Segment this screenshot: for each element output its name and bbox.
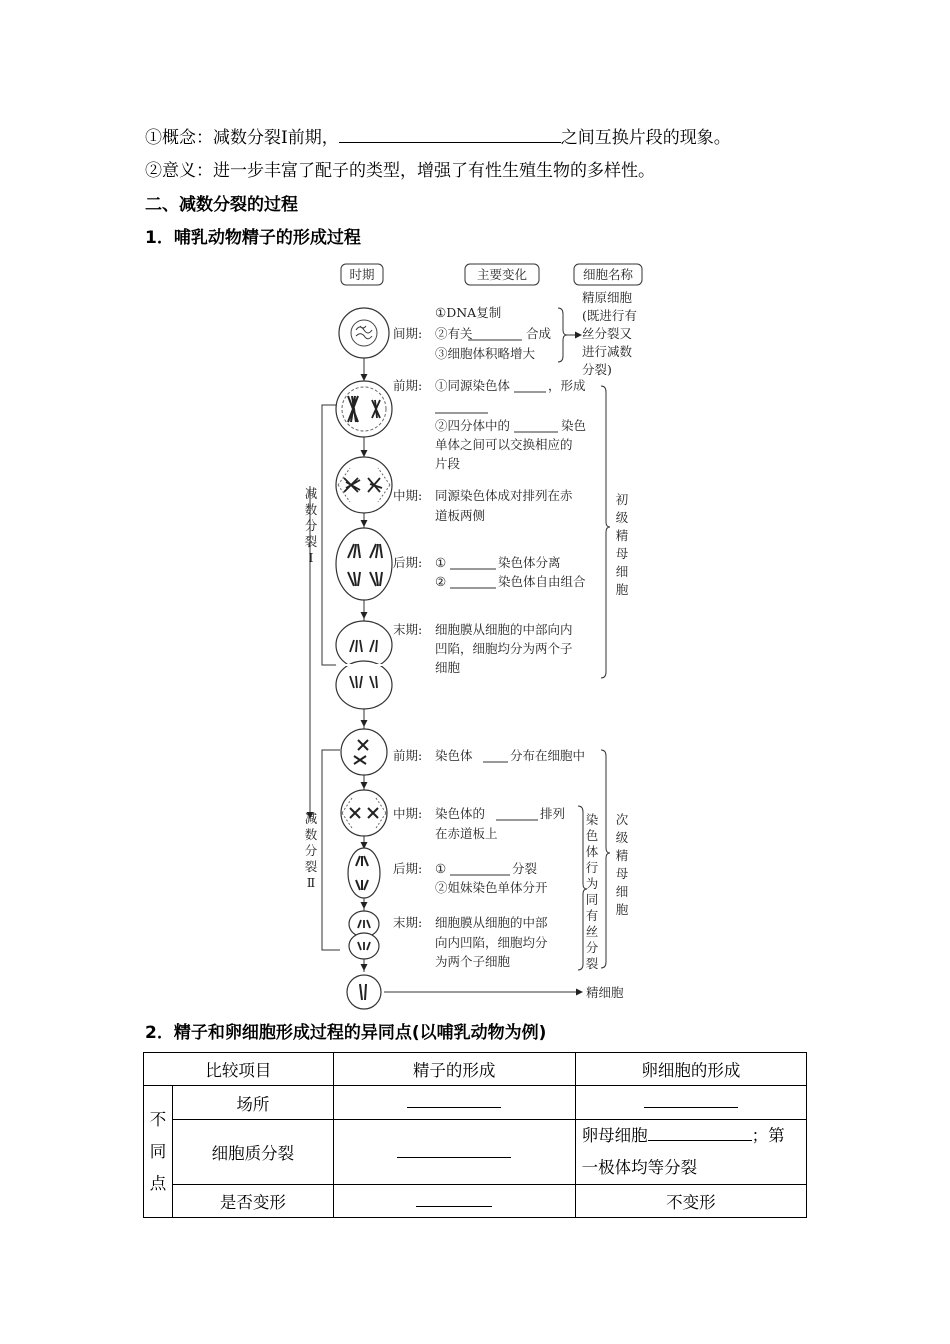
table-row bbox=[144, 1120, 807, 1185]
group-label-cell bbox=[144, 1086, 173, 1218]
m1-telophase-l2: 凹陷，细胞均分为两个子 bbox=[435, 641, 573, 656]
egg-location-cell[interactable] bbox=[575, 1086, 806, 1120]
meiosis1-char-3: 分 bbox=[304, 518, 318, 533]
secondary-char-1: 次 bbox=[615, 812, 629, 827]
m1-prophase-l3: 单体之间可以交换相应的 bbox=[435, 437, 573, 452]
m2-note-char-3: 体 bbox=[585, 844, 599, 859]
egg-cytokinesis-cell bbox=[575, 1120, 806, 1185]
sperm-cytokinesis-blank[interactable] bbox=[397, 1143, 511, 1158]
m2-telophase-cell bbox=[349, 911, 379, 959]
m2-metaphase-l1a: 染色体的 bbox=[435, 806, 486, 821]
sperm-location-cell[interactable] bbox=[333, 1086, 575, 1120]
m1-prophase-label: 前期: bbox=[393, 378, 423, 393]
primary-char-3: 精 bbox=[615, 528, 629, 543]
meiosis1-char-4: 裂 bbox=[304, 534, 318, 549]
m2-telophase-label: 末期: bbox=[393, 915, 423, 930]
m2-note-char-7: 有 bbox=[585, 908, 599, 923]
interphase-item-2b: 合成 bbox=[526, 326, 552, 341]
m2-anaphase-cell bbox=[348, 848, 380, 898]
m2-note-char-5: 为 bbox=[585, 876, 599, 891]
meiosis2-char-1: 减 bbox=[304, 811, 318, 826]
m2-note-char-9: 分 bbox=[585, 940, 599, 955]
primary-char-6: 胞 bbox=[615, 582, 629, 597]
sperm-deformation-blank[interactable] bbox=[416, 1192, 492, 1207]
header-period: 时期 bbox=[349, 267, 375, 282]
primary-char-2: 级 bbox=[615, 510, 629, 525]
m2-note-char-8: 丝 bbox=[585, 924, 599, 939]
egg-location-blank[interactable] bbox=[644, 1093, 738, 1108]
meaning-line: ②意义：进一步丰富了配子的类型，增强了有性生殖生物的多样性。 bbox=[145, 161, 655, 181]
m1-anaphase-l1b: 染色体分离 bbox=[498, 555, 561, 570]
m1-telophase-label: 末期: bbox=[393, 622, 423, 637]
table-row bbox=[144, 1086, 807, 1120]
m2-prophase-label: 前期: bbox=[393, 748, 423, 763]
concept-suffix: 之间互换片段的现象。 bbox=[560, 128, 731, 148]
egg-cytokinesis-part2: ；第 bbox=[751, 1126, 785, 1145]
concept-blank[interactable] bbox=[339, 124, 561, 143]
primary-brace bbox=[601, 386, 610, 678]
m1-telophase-l3: 细胞 bbox=[435, 660, 461, 675]
m1-prophase-l1a: ①同源染色体 bbox=[435, 378, 511, 393]
m2-note-char-1: 染 bbox=[585, 812, 599, 827]
concept-line bbox=[145, 124, 731, 150]
egg-cytokinesis-blank[interactable] bbox=[648, 1126, 752, 1141]
meiosis1-bracket bbox=[322, 405, 336, 665]
m2-note-char-2: 色 bbox=[585, 828, 599, 843]
m2-prophase-cell bbox=[341, 729, 387, 775]
m1-metaphase-label: 中期: bbox=[393, 488, 423, 503]
header-changes: 主要变化 bbox=[476, 267, 528, 282]
meiosis2-char-2: 数 bbox=[304, 827, 318, 842]
m2-prophase-l1a: 染色体 bbox=[435, 748, 473, 763]
header-sperm: 精子的形成 bbox=[333, 1053, 575, 1086]
m2-anaphase-l1b: 分裂 bbox=[512, 861, 538, 876]
m2-metaphase-cell bbox=[341, 790, 387, 836]
sperm-location-blank[interactable] bbox=[407, 1093, 501, 1108]
m2-telophase-l1: 细胞膜从细胞的中部 bbox=[435, 915, 548, 930]
meiosis2-char-5: Ⅱ bbox=[306, 875, 316, 890]
m1-anaphase-l2b: 染色体自由组合 bbox=[498, 574, 586, 589]
cellname-line-3: 丝分裂又 bbox=[582, 326, 633, 341]
m2-metaphase-l1b: 排列 bbox=[540, 806, 566, 821]
sperm-deformation-cell[interactable] bbox=[333, 1185, 575, 1218]
section-two-heading: 二、减数分裂的过程 bbox=[145, 195, 298, 215]
m2-prophase-l1b: 分布在细胞中 bbox=[510, 748, 586, 763]
m1-metaphase-l1: 同源染色体成对排列在赤 bbox=[435, 488, 573, 503]
egg-cytokinesis-line2: 一极体均等分裂 bbox=[581, 1158, 698, 1177]
m1-anaphase-cell bbox=[336, 528, 392, 600]
m1-metaphase-l2: 道板两侧 bbox=[435, 508, 486, 523]
interphase-cell bbox=[339, 308, 389, 358]
meiosis1-char-2: 数 bbox=[304, 502, 318, 517]
spermatogenesis-diagram bbox=[290, 258, 660, 1010]
meiosis1-char-1: 减 bbox=[304, 486, 318, 501]
m2-anaphase-l1a: ① bbox=[435, 861, 447, 876]
spermatid-cell bbox=[347, 975, 381, 1009]
group-char-1: 不 bbox=[149, 1109, 167, 1129]
m2-anaphase-l2: ②姐妹染色单体分开 bbox=[435, 880, 548, 895]
cellname-line-4: 进行减数 bbox=[582, 344, 633, 359]
secondary-char-3: 精 bbox=[615, 848, 629, 863]
m2-note-char-6: 同 bbox=[585, 892, 599, 907]
m1-prophase-l4: 片段 bbox=[435, 456, 461, 471]
interphase-item-2a: ②有关 bbox=[435, 326, 473, 341]
group-char-2: 同 bbox=[149, 1141, 167, 1161]
m1-prophase-l2a: ②四分体中的 bbox=[435, 418, 511, 433]
m2-telophase-l2: 向内凹陷，细胞均分 bbox=[435, 935, 548, 950]
header-cellname: 细胞名称 bbox=[582, 267, 634, 282]
m1-metaphase-cell bbox=[336, 457, 392, 513]
cellname-line-2: (既进行有 bbox=[582, 308, 637, 323]
cellname-line-1: 精原细胞 bbox=[582, 290, 633, 305]
meiosis2-char-3: 分 bbox=[304, 843, 318, 858]
meiosis1-char-5: Ⅰ bbox=[308, 550, 314, 565]
cellname-line-5: 分裂) bbox=[582, 362, 612, 377]
secondary-char-5: 细 bbox=[615, 884, 629, 899]
secondary-char-2: 级 bbox=[615, 830, 629, 845]
concept-prefix: ①概念：减数分裂Ⅰ前期， bbox=[145, 128, 339, 148]
primary-char-5: 细 bbox=[615, 564, 629, 579]
interphase-item-3: ③细胞体积略增大 bbox=[435, 346, 536, 361]
m1-anaphase-l2a: ② bbox=[435, 574, 447, 589]
m2-metaphase-label: 中期: bbox=[393, 806, 423, 821]
m2-note-char-10: 裂 bbox=[585, 956, 599, 971]
row-item-cytokinesis: 细胞质分裂 bbox=[173, 1120, 334, 1185]
egg-deformation: 不变形 bbox=[575, 1185, 806, 1218]
table-row bbox=[144, 1185, 807, 1218]
m1-anaphase-label: 后期: bbox=[393, 555, 423, 570]
meiosis2-bracket bbox=[322, 750, 340, 950]
sperm-cytokinesis-cell[interactable] bbox=[333, 1120, 575, 1185]
m1-telophase-cell bbox=[336, 621, 392, 709]
meiosis2-char-4: 裂 bbox=[304, 859, 318, 874]
header-item: 比较项目 bbox=[144, 1053, 334, 1086]
m2-telophase-l3: 为两个子细胞 bbox=[435, 954, 511, 969]
comparison-table bbox=[143, 1052, 807, 1218]
primary-char-4: 母 bbox=[615, 546, 629, 561]
secondary-char-4: 母 bbox=[615, 866, 629, 881]
m2-metaphase-l2: 在赤道板上 bbox=[435, 826, 498, 841]
m1-prophase-l1b: ，形成 bbox=[548, 378, 586, 393]
row-item-deformation: 是否变形 bbox=[173, 1185, 334, 1218]
header-egg: 卵细胞的形成 bbox=[575, 1053, 806, 1086]
m1-prophase-cell bbox=[336, 381, 392, 437]
egg-cytokinesis-part1: 卵母细胞 bbox=[581, 1126, 648, 1145]
primary-char-1: 初 bbox=[615, 492, 629, 507]
m1-prophase-l2b: 染色 bbox=[561, 418, 587, 433]
interphase-brace bbox=[558, 308, 567, 362]
m2-anaphase-label: 后期: bbox=[393, 861, 423, 876]
row-item-location: 场所 bbox=[173, 1086, 334, 1120]
interphase-item-1: ①DNA复制 bbox=[435, 305, 502, 320]
subsection-two-heading: 2．精子和卵细胞形成过程的异同点(以哺乳动物为例) bbox=[145, 1023, 547, 1043]
interphase-label: 间期: bbox=[393, 326, 423, 341]
m1-telophase-l1: 细胞膜从细胞的中部向内 bbox=[435, 622, 573, 637]
table-header-row bbox=[144, 1053, 807, 1086]
subsection-one-heading: 1．哺乳动物精子的形成过程 bbox=[145, 228, 361, 248]
secondary-brace bbox=[601, 750, 610, 968]
m1-anaphase-l1a: ① bbox=[435, 555, 447, 570]
final-label: 精细胞 bbox=[586, 985, 624, 1000]
group-char-3: 点 bbox=[149, 1173, 167, 1193]
m2-note-char-4: 行 bbox=[585, 860, 599, 875]
secondary-char-6: 胞 bbox=[615, 902, 629, 917]
